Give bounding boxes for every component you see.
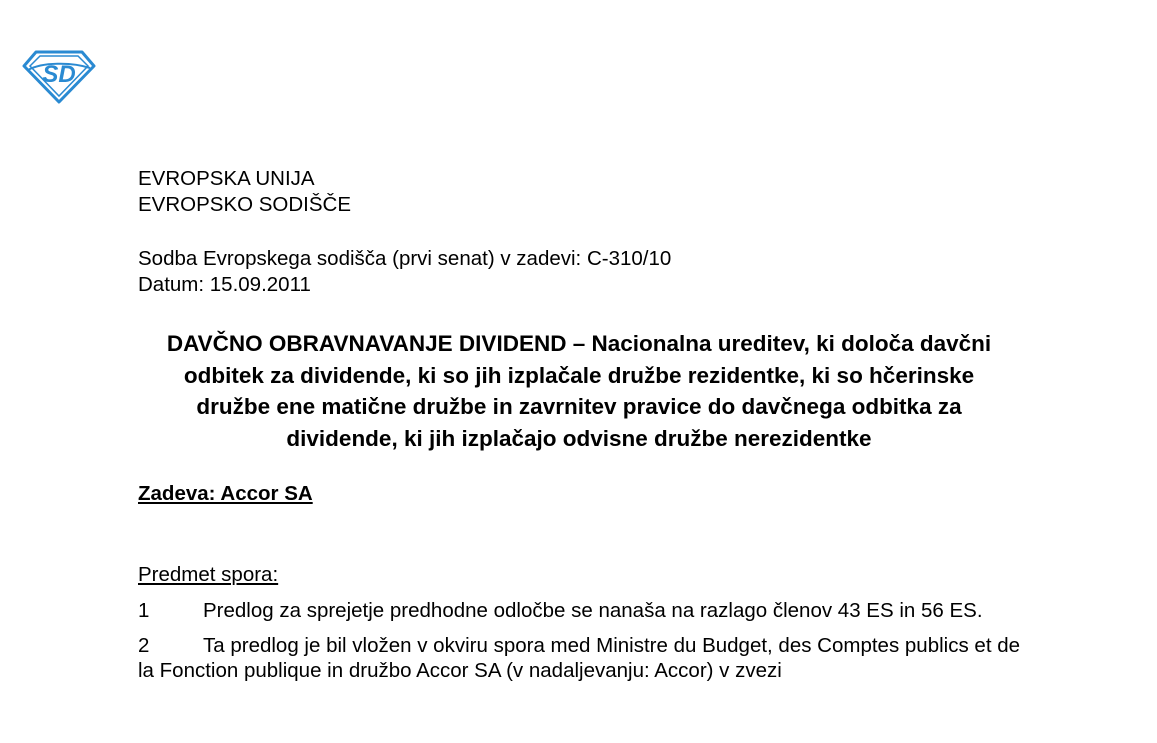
sd-logo-icon [22, 48, 96, 104]
paragraph-text: Ta predlog je bil vložen v okviru spora med Ministre du Budget, des Comptes publics et de la Fonction publique in družbo Accor SA (v nadaljevanju: Accor) v zvezi [138, 634, 1021, 682]
case-subject: Zadeva: Accor SA [138, 482, 313, 505]
company-logo [22, 48, 96, 104]
logo-lettering: SD [42, 61, 76, 88]
document-title: DAVČNO OBRAVNAVANJE DIVIDEND – Nacionalna ureditev, ki določa davčni odbitek za dividende, ki so jih izplačale družbe rezidentke, ki so hčerinske družbe ene matične družbe in zavrnitev pravice do davčnega odbitka za dividende, ki jih izplačajo odvisne družbe nerezidentke [166, 331, 992, 451]
paragraph-1 [138, 598, 1020, 623]
header-line-union: EVROPSKA UNIJA [138, 167, 315, 190]
case-date: Datum: 15.09.2011 [138, 273, 311, 296]
paragraph-text: Predlog za sprejetje predhodne odločbe se nanaša na razlago členov 43 ES in 56 ES. [203, 599, 983, 622]
header-line-court: EVROPSKO SODIŠČE [138, 193, 352, 216]
case-reference: Sodba Evropskega sodišča (prvi senat) v zadevi: C-310/10 [138, 247, 672, 270]
paragraph-2 [138, 633, 1020, 683]
case-info [138, 246, 1020, 298]
document-body [138, 166, 1020, 683]
paragraph-number: 1 [138, 599, 150, 622]
section-heading: Predmet spora: [138, 563, 279, 586]
document-header [138, 166, 1020, 218]
paragraph-number: 2 [138, 634, 150, 657]
